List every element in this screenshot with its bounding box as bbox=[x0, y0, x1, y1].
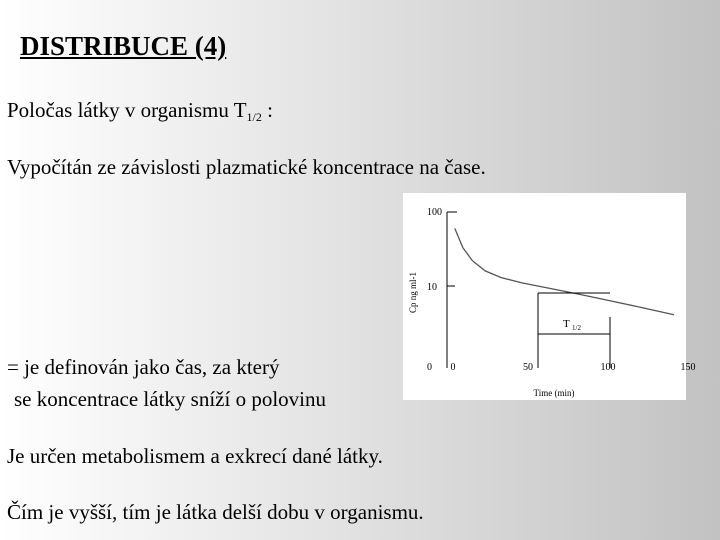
chart-canvas bbox=[403, 193, 696, 400]
definition-line-2: se koncentrace látky sníží o polovinu bbox=[14, 387, 326, 411]
x-tick-label: 50 bbox=[523, 362, 533, 373]
halflife-subscript: 1/2 bbox=[246, 110, 262, 124]
concentration-curve bbox=[455, 228, 674, 314]
computed-line: Vypočítán ze závislosti plazmatické koncentrace na čase. bbox=[7, 155, 486, 179]
y-tick-label: 10 bbox=[427, 282, 437, 293]
x-tick-label: 100 bbox=[600, 362, 616, 373]
halflife-tail: : bbox=[261, 98, 273, 122]
determined-line: Je určen metabolismem a exkrecí dané látky. bbox=[7, 444, 383, 468]
y-tick-label: 100 bbox=[427, 207, 442, 218]
higher-line: Čím je vyšší, tím je látka delší dobu v organismu. bbox=[7, 500, 424, 524]
halflife-text: Poločas látky v organismu T bbox=[7, 98, 247, 122]
x-tick-label: 150 bbox=[680, 362, 696, 373]
x-tick-label: 0 bbox=[450, 362, 456, 373]
halflife-annotation-sub: 1/2 bbox=[572, 324, 581, 332]
halflife-line bbox=[7, 98, 273, 124]
y-tick-label: 0 bbox=[427, 362, 432, 373]
x-axis-label: Time (min) bbox=[533, 388, 575, 398]
slide-title: DISTRIBUCE (4) bbox=[20, 31, 227, 61]
definition-line-1: = je definován jako čas, za který bbox=[7, 355, 280, 379]
concentration-chart bbox=[403, 193, 696, 400]
halflife-annotation: T bbox=[563, 318, 570, 330]
y-axis-label: Cp ng ml-1 bbox=[408, 271, 418, 313]
